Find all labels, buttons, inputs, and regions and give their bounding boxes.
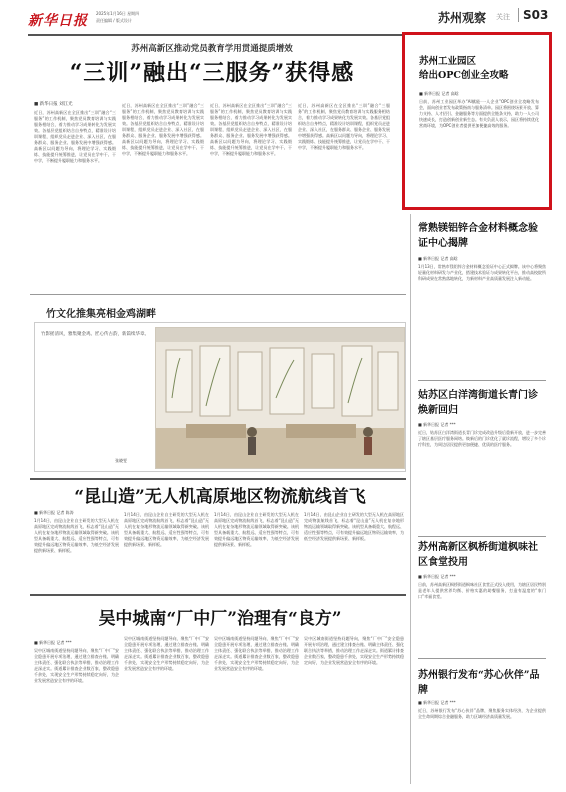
gusu-byline: ■ 新华日报 记者 *** [418, 422, 456, 427]
wuzhong-col-2: 吴中区城南街道坚持问题导向，聚焦“厂中厂”安全隐患开展专项治理，通过建立排查台账、明确主体责任、强化联合执法等举措，推动治理工作走深走实。街道累计排查企业数百家，整改隐患千余处，实现安全生产形势持续稳定向好，为企业发展营造安全有序的环境。 [124, 636, 209, 671]
sidebar-headline: 常熟镁铝锌合金材料概念验证中心揭牌 [418, 223, 538, 249]
editor-line: 责任编辑 / 版式设计 [96, 18, 132, 23]
wuzhong-col-3: 吴中区城南街道坚持问题导向，聚焦“厂中厂”安全隐患开展专项治理，通过建立排查台账、明确主体责任、强化联合执法等举措，推动治理工作走深走实。街道累计排查企业数百家，整改隐患千余处，实现安全生产形势持续稳定向好，为企业发展营造安全有序的环境。 [214, 636, 299, 671]
page-number: S03 [518, 8, 548, 22]
bank-headline: 苏州银行发布“苏心伙伴”品牌 [418, 670, 540, 696]
fenghua-body: 日前，苏州高新区枫桥街道枫味社区食堂正式投入使用，为辖区居民特别是老年人提供营养均衡、价格实惠的助餐服务，打造有温度的“家门口”幸福食堂。 [418, 582, 546, 599]
sidebar-byline: ■ 新华日报 记者 高晗 [418, 256, 458, 261]
sidebar-rule-3 [418, 658, 546, 659]
top-story-col-4: 近日，苏州高新区在全区推出“三训”融合“三服务”的工作机制，聚焦党员教育培训与实践服务相结合，着力推动学习成果转化为发展实效。各基层党组织结合自身特点，精准设计培训课程，组织党员走进企业、深入社区，在服务群众、服务企业、服务发展中增强获得感。高新区以问题为导向，将理论学习、实践锻炼、技能提升统筹推进，让党员在学中干、干中学，不断提升履职能力和服务水平。 [298, 103, 390, 150]
wuzhong-top-rule [30, 594, 406, 596]
kunshan-col-1: 1月14日，由昆山企业自主研发的大型无人机在高原地区完成物流航线首飞，标志着“昆山造”无人机在复杂地形物流运输领域取得新突破。该机型具备载重大、航程远、适应性强等特点，可有效提升偏远地区物资运输效率，为低空经济发展提供新场景、新样板。 [34, 518, 119, 553]
kunshan-headline: “昆山造”无人机高原地区物流航线首飞 [74, 487, 366, 507]
wuzhong-col-4: 吴中区城南街道坚持问题导向，聚焦“厂中厂”安全隐患开展专项治理，通过建立排查台账、明确主体责任、强化联合执法等举措，推动治理工作走深走实。街道累计排查企业数百家，整改隐患千余处，实现安全生产形势持续稳定向好，为企业发展营造安全有序的环境。 [304, 636, 404, 665]
masthead-rule [28, 34, 418, 36]
section-name: 苏州观察 [438, 11, 487, 25]
sidebar-body: 1月13日，常熟市镁铝锌合金材料概念验证中心正式揭牌。该中心将聚焦轻量化材料研发与产业化，搭建技术验证与成果转化平台，推动高校院所科研成果在常熟落地转化，为新材料产业高质量发展注入新动能。 [418, 264, 546, 281]
wuzhong-headline: 吴中城南“厂中厂”治理有“良方” [98, 609, 342, 629]
fenghua-headline: 苏州高新区枫桥街道枫味社区食堂投用 [418, 542, 538, 568]
right-column-divider [410, 214, 411, 784]
gusu-headline: 姑苏区白洋湾街道长青门诊焕新回归 [418, 390, 538, 416]
culture-byline: 张晓雯 [115, 458, 127, 463]
box-body: 日前，苏州工业园区举办“AI赋能·一人企业”OPC创业全攻略发布会，面向创业者发布政策指南与服务清单。园区将围绕场景开放、算力支持、人才招引、金融服务等方面提供全链条支持，助力一人公司快速成长，打造创新创业新生态。有关负责人表示，园区将持续优化营商环境，为OPC创业者提供更加便捷高效的服务。 [419, 99, 539, 128]
box-section: 苏州工业园区 [419, 56, 477, 67]
top-story-byline: ■ 新华日报 刘江光 [34, 102, 73, 107]
sidebar-rule-2 [418, 536, 546, 537]
wuzhong-byline: ■ 新华日报 记者 *** [34, 640, 72, 645]
top-story-headline: “三训”融出“三服务”获得感 [69, 60, 355, 86]
box-byline: ■ 新华日报 记者 高晗 [419, 91, 459, 96]
fenghua-byline: ■ 新华日报 记者 *** [418, 574, 456, 579]
issue-date: 2025年1月16日 星期四 [96, 11, 140, 16]
kunshan-col-4: 1月14日，由昆山企业自主研发的大型无人机在高原地区完成物流航线首飞，标志着“昆山造”无人机在复杂地形物流运输领域取得新突破。该机型具备载重大、航程远、适应性强等特点，可有效提升偏远地区物资运输效率，为低空经济发展提供新场景、新样板。 [304, 512, 404, 541]
top-story-col-1: 近日，苏州高新区在全区推出“三训”融合“三服务”的工作机制，聚焦党员教育培训与实践服务相结合，着力推动学习成果转化为发展实效。各基层党组织结合自身特点，精准设计培训课程，组织党员走进企业、深入社区，在服务群众、服务企业、服务发展中增强获得感。高新区以问题为导向，将理论学习、实践锻炼、技能提升统筹推进，让党员在学中干、干中学，不断提升履职能力和服务水平。 [34, 110, 116, 163]
bank-byline: ■ 新华日报 记者 *** [418, 700, 456, 705]
gusu-body: 近日，姑苏区白洋湾街道长青门诊完成改造升级后重新开放，进一步完善了辖区基层医疗服务网络。焕新后的门诊优化了就诊流程，增设了多个诊疗科室，为周边居民提供更加便捷、优质的医疗服务。 [418, 430, 546, 447]
top-story-col-3: 近日，苏州高新区在全区推出“三训”融合“三服务”的工作机制，聚焦党员教育培训与实践服务相结合，着力推动学习成果转化为发展实效。各基层党组织结合自身特点，精准设计培训课程，组织党员走进企业、深入社区，在服务群众、服务企业、服务发展中增强获得感。高新区以问题为导向，将理论学习、实践锻炼、技能提升统筹推进，让党员在学中干、干中学，不断提升履职能力和服务水平。 [210, 103, 292, 156]
top-story-col-2: 近日，苏州高新区在全区推出“三训”融合“三服务”的工作机制，聚焦党员教育培训与实践服务相结合，着力推动学习成果转化为发展实效。各基层党组织结合自身特点，精准设计培训课程，组织党员走进企业、深入社区，在服务群众、服务企业、服务发展中增强获得感。高新区以问题为导向，将理论学习、实践锻炼、技能提升统筹推进，让党员在学中干、干中学，不断提升履职能力和服务水平。 [122, 103, 204, 156]
section-sub: 关注 [496, 13, 510, 21]
kunshan-col-3: 1月14日，由昆山企业自主研发的大型无人机在高原地区完成物流航线首飞，标志着“昆山造”无人机在复杂地形物流运输领域取得新突破。该机型具备载重大、航程远、适应性强等特点，可有效提升偏远地区物资运输效率，为低空经济发展提供新场景、新样板。 [214, 512, 299, 547]
bank-body: 近日，苏州银行发布“苏心伙伴”品牌，聚焦服务实体经济，为企业提供全生命周期综合金融服务，助力区域经济高质量发展。 [418, 708, 546, 719]
culture-poem: 竹影摇清风，雅集聚金鸡。匠心传古韵，新篇续华章。 [41, 332, 149, 337]
masthead [28, 8, 548, 34]
kunshan-col-2: 1月14日，由昆山企业自主研发的大型无人机在高原地区完成物流航线首飞，标志着“昆山造”无人机在复杂地形物流运输领域取得新突破。该机型具备载重大、航程远、适应性强等特点，可有效提升偏远地区物资运输效率，为低空经济发展提供新场景、新样板。 [124, 512, 209, 547]
culture-top-rule [30, 294, 406, 295]
culture-frame [34, 322, 406, 472]
culture-title: 竹文化推集亮相金鸡湖畔 [46, 309, 156, 320]
highlight-box [402, 32, 552, 210]
top-story-kicker: 苏州高新区推动党员教育学用贯通提质增效 [131, 44, 293, 54]
box-headline: 给出OPC创业全攻略 [419, 70, 509, 81]
wuzhong-col-1: 吴中区城南街道坚持问题导向，聚焦“厂中厂”安全隐患开展专项治理，通过建立排查台账、明确主体责任、强化联合执法等举措，推动治理工作走深走实。街道累计排查企业数百家，整改隐患千余处，实现安全生产形势持续稳定向好，为企业发展营造安全有序的环境。 [34, 648, 119, 683]
gallery-photo [155, 327, 405, 469]
kunshan-byline: ■ 新华日报 记者 陈涛 [34, 510, 74, 515]
gallery-illustration [156, 328, 404, 468]
kunshan-top-rule [30, 478, 406, 480]
newspaper-logo: 新华日报 [28, 13, 88, 29]
sidebar-rule-1 [418, 380, 546, 381]
